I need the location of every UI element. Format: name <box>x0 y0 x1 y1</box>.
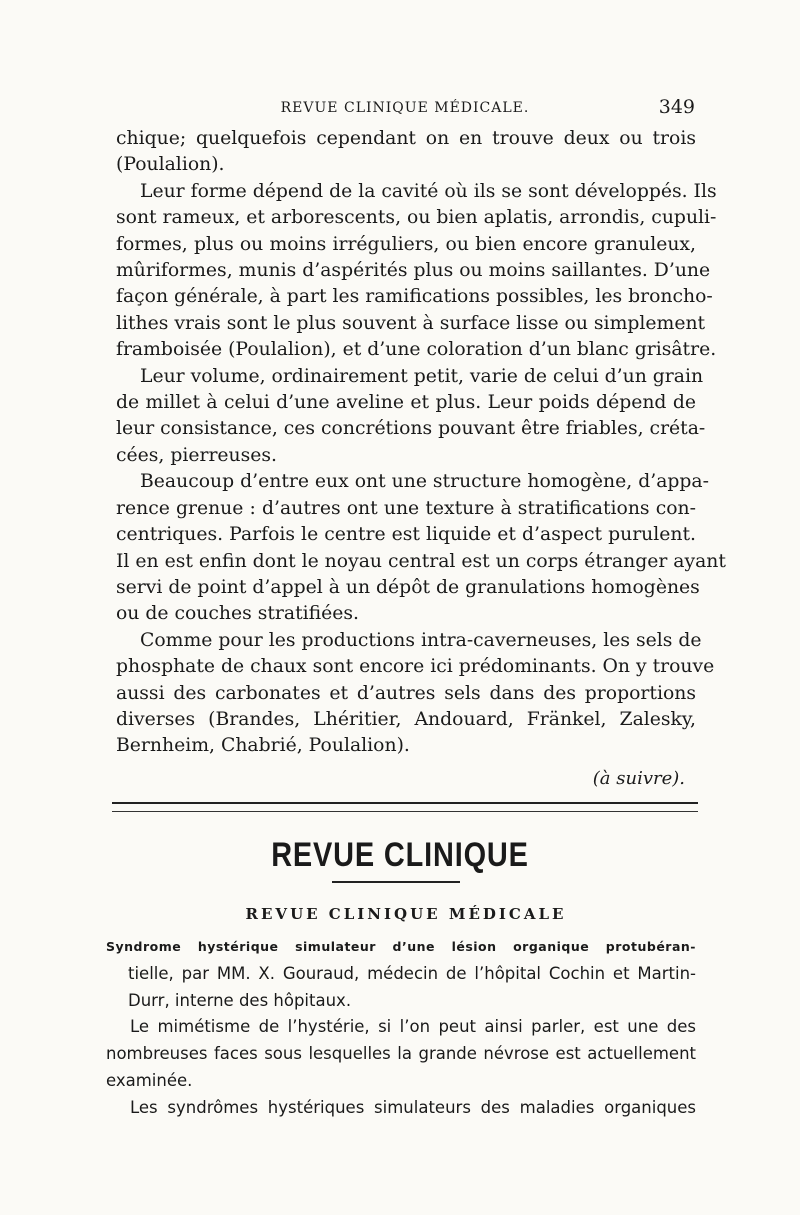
text-line: centriques. Parfois le centre est liquide et d’aspect purulent. <box>116 524 696 546</box>
subsection-title: REVUE CLINIQUE MÉDICALE <box>245 905 567 923</box>
text-line: sont rameux, et arborescents, ou bien aplatis, arrondis, cupuli- <box>116 207 717 229</box>
running-title: REVUE CLINIQUE MÉDICALE. <box>280 100 530 116</box>
section-title: REVUE CLINIQUE <box>271 836 529 874</box>
text-line: lithes vrais sont le plus souvent à surface lisse ou simplement <box>116 312 706 334</box>
article-title-line-2: tielle, par MM. X. Gouraud, médecin de l’hôpital Cochin et Martin- <box>128 963 696 983</box>
text-line: diverses (Brandes, Lhéritier, Andouard, Fränkel, Zalesky, <box>116 708 696 730</box>
text-line: Le mimétisme de l’hystérie, si l’on peut ainsi parler, est une des <box>130 1017 696 1037</box>
text-line: formes, plus ou moins irréguliers, ou bien encore granuleux, <box>116 233 696 255</box>
text-line: Beaucoup d’entre eux ont une structure homogène, d’appa- <box>140 471 709 493</box>
running-header <box>115 96 695 120</box>
text-line: rence grenue : d’autres ont une texture à stratifications con- <box>116 497 696 519</box>
text-line: leur consistance, ces concrétions pouvant être friables, créta- <box>116 418 706 440</box>
article-body <box>106 1014 696 1121</box>
text-line: (Poulalion). <box>116 154 225 176</box>
text-line: Les syndrômes hystériques simulateurs des maladies organiques <box>130 1097 696 1117</box>
text-line: servi de point d’appel à un dépôt de granulations homogènes <box>116 576 700 598</box>
page-number: 349 <box>658 96 695 118</box>
new-article <box>106 934 696 1122</box>
text-line: cées, pierreuses. <box>116 444 277 466</box>
article-title-line-1: Syndrome hystérique simulateur d’une lésion organique protubéran- <box>106 939 696 954</box>
section-divider-thin <box>112 811 698 812</box>
article-title-line-3: Durr, interne des hôpitaux. <box>128 990 352 1010</box>
text-line: phosphate de chaux sont encore ici prédominants. On y trouve <box>116 656 715 678</box>
text-line: Il en est enfin dont le noyau central est un corps étranger ayant <box>116 550 726 572</box>
text-line: nombreuses faces sous lesquelles la grande névrose est actuellement <box>106 1044 696 1064</box>
title-underline <box>332 881 460 883</box>
to-be-continued: (à suivre). <box>592 768 685 789</box>
text-line: Leur volume, ordinairement petit, varie de celui d’un grain <box>140 365 704 387</box>
text-line: Leur forme dépend de la cavité où ils se sont développés. Ils <box>140 180 717 202</box>
article-continuation-text <box>116 126 726 760</box>
section-divider-thick <box>112 802 698 804</box>
text-line: mûriformes, munis d’aspérités plus ou moins saillantes. D’une <box>116 260 711 282</box>
text-line: façon générale, à part les ramifications possibles, les broncho- <box>116 286 713 308</box>
text-line: examinée. <box>106 1070 193 1090</box>
text-line: ou de couches stratifiées. <box>116 603 360 625</box>
text-line: de millet à celui d’une aveline et plus. Leur poids dépend de <box>116 392 696 414</box>
text-line: aussi des carbonates et d’autres sels dans des proportions <box>116 682 696 704</box>
text-line: Comme pour les productions intra-caverneuses, les sels de <box>140 629 702 651</box>
text-line: framboisée (Poulalion), et d’une coloration d’un blanc grisâtre. <box>116 339 717 361</box>
text-line: chique; quelquefois cependant on en trouve deux ou trois <box>116 128 696 149</box>
text-line: Bernheim, Chabrié, Poulalion). <box>116 735 410 757</box>
